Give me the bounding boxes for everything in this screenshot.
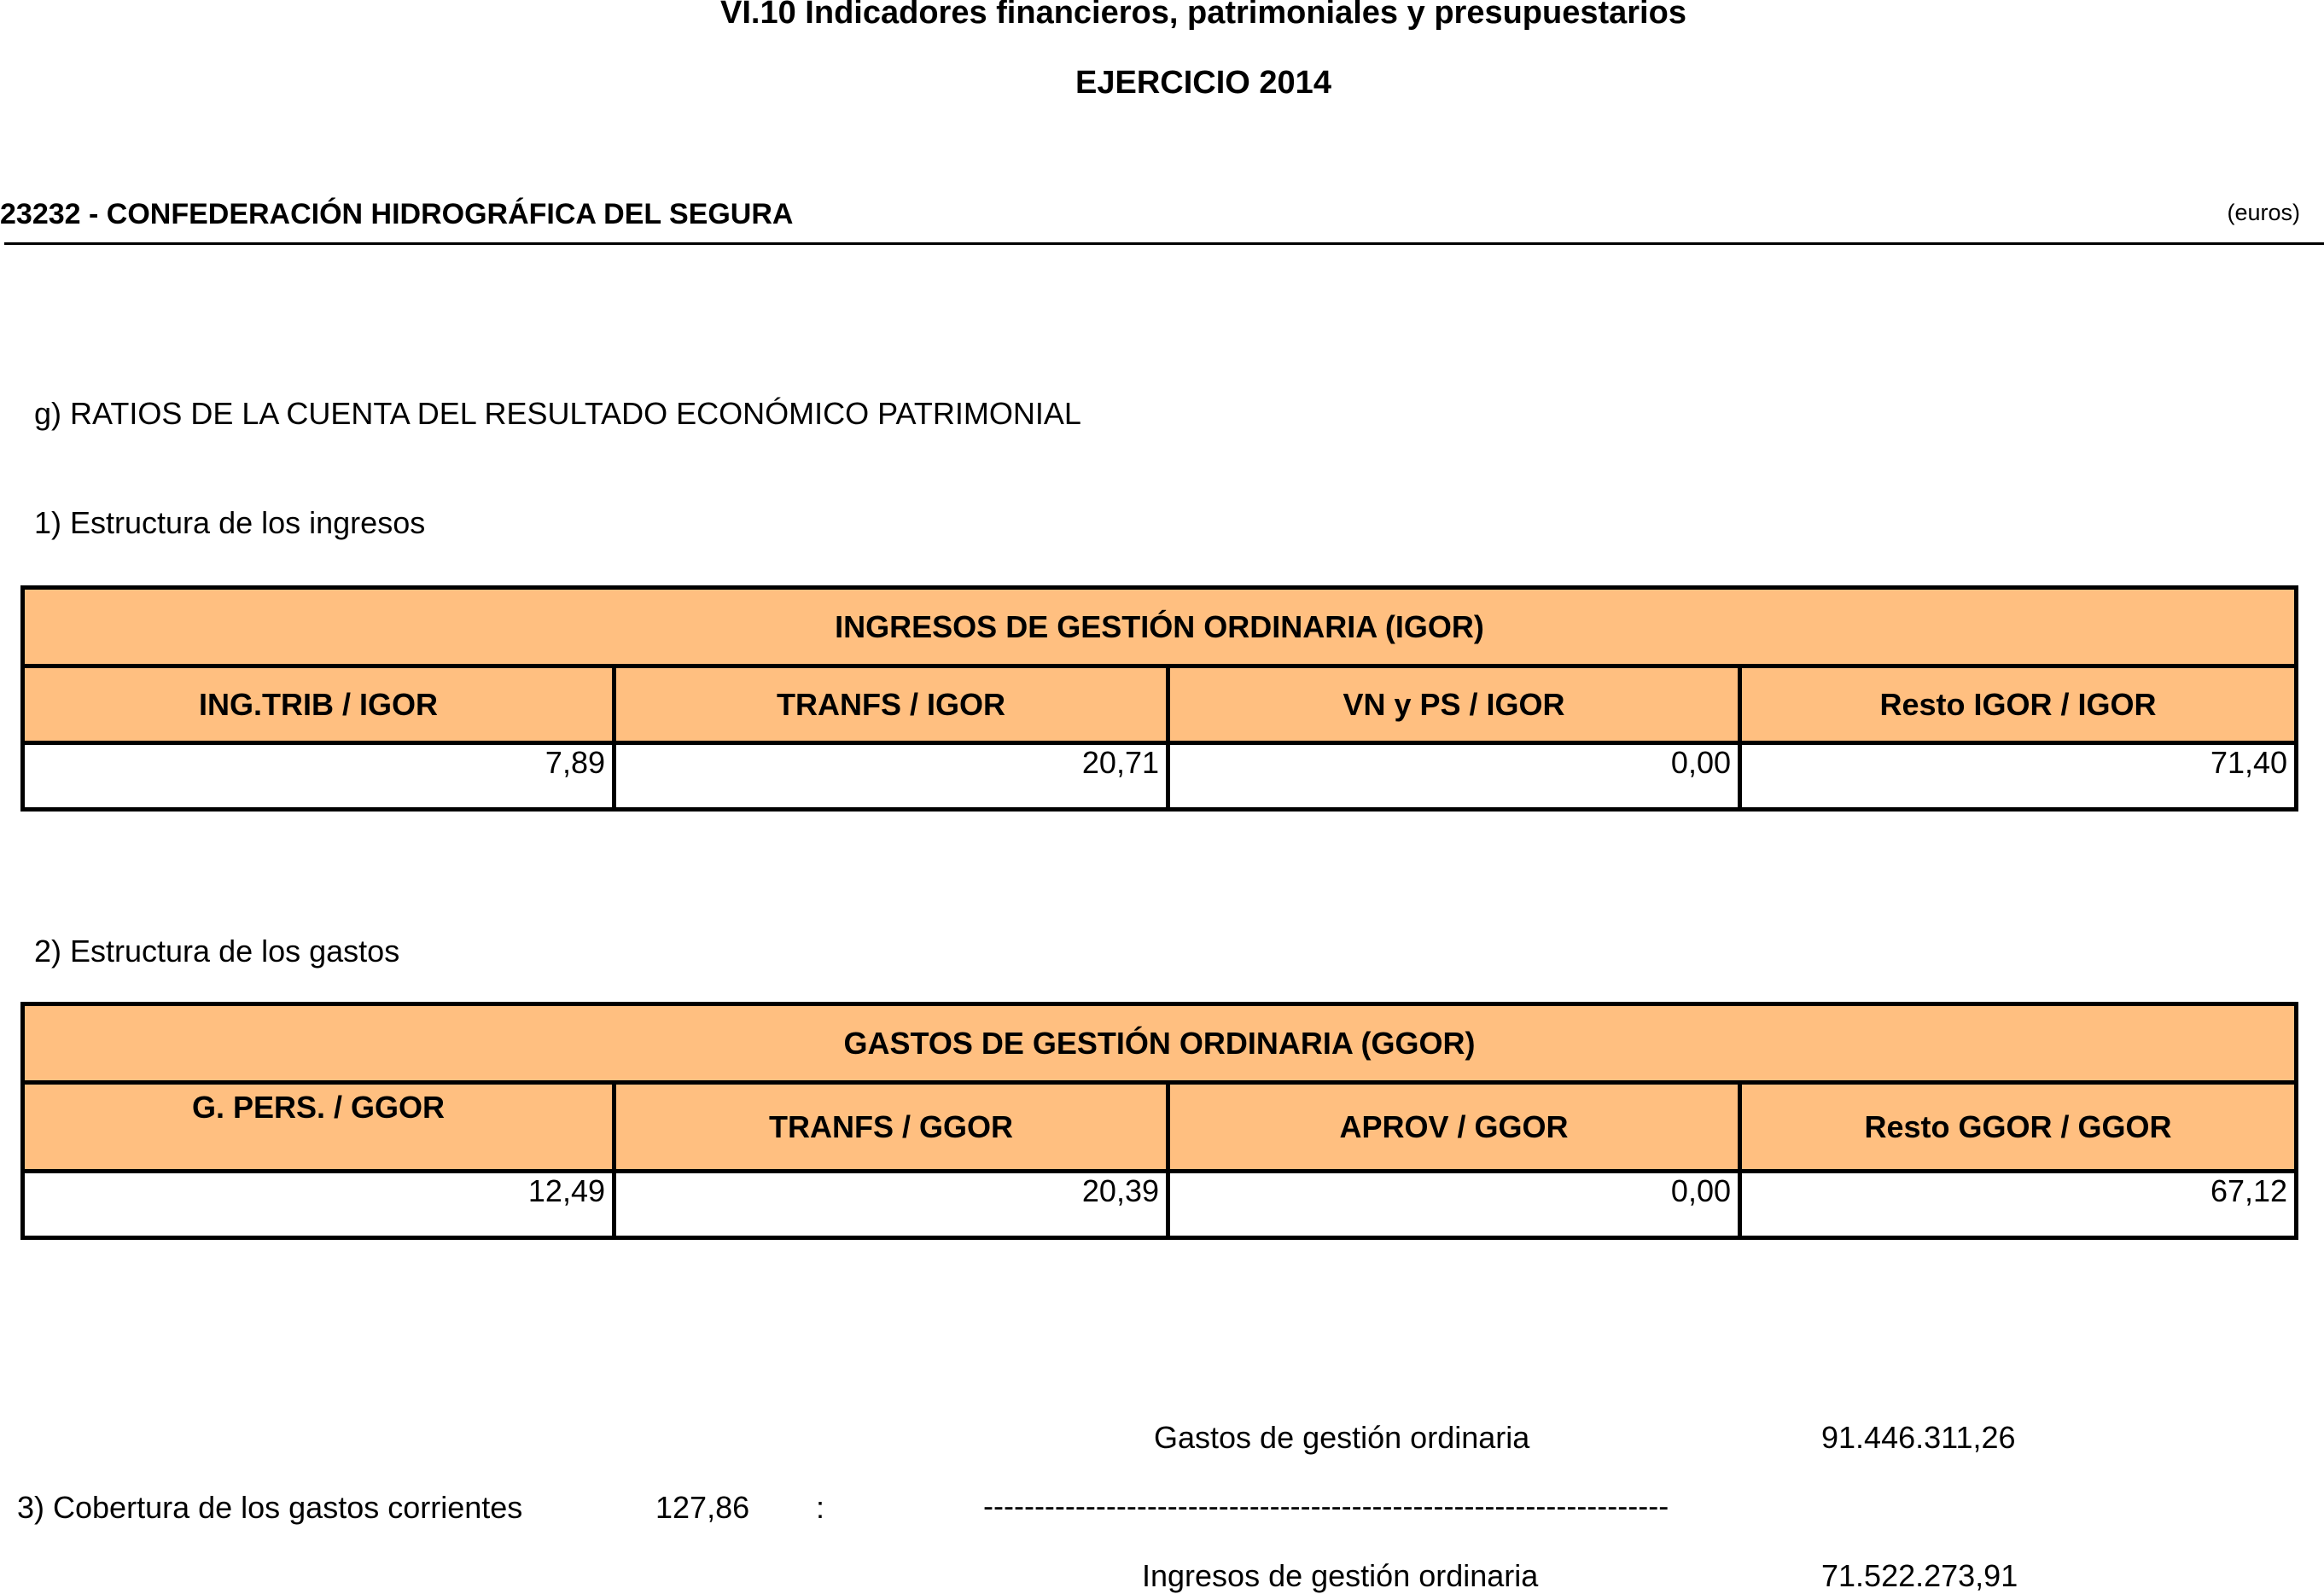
value-cell: 12,49: [23, 1172, 614, 1238]
cobertura-value: 127,86: [655, 1490, 750, 1525]
value-cell: 71,40: [1740, 743, 2297, 810]
cobertura-separator: :: [816, 1490, 825, 1525]
numerator-label: Gastos de gestión ordinaria: [1154, 1420, 1530, 1455]
entity-name: 23232 - CONFEDERACIÓN HIDROGRÁFICA DEL SEGURA: [0, 198, 794, 230]
gastos-heading: 2) Estructura de los gastos: [34, 934, 400, 969]
fraction-line: -------------------------------------------------------------------: [983, 1488, 1669, 1523]
column-header: VN y PS / IGOR: [1168, 666, 1740, 743]
column-header: Resto IGOR / IGOR: [1740, 666, 2297, 743]
ingresos-table-title: INGRESOS DE GESTIÓN ORDINARIA (IGOR): [23, 588, 2297, 666]
value-cell: 7,89: [23, 743, 614, 810]
column-header: G. PERS. / GGOR: [23, 1083, 614, 1172]
column-header: Resto GGOR / GGOR: [1740, 1083, 2297, 1172]
value-cell: 20,71: [614, 743, 1168, 810]
ingresos-table: [20, 585, 2298, 812]
denominator-value: 71.522.273,91: [1821, 1558, 2018, 1593]
units-label: (euros): [2227, 200, 2300, 225]
section-title: g) RATIOS DE LA CUENTA DEL RESULTADO ECONÓMICO PATRIMONIAL: [34, 396, 1081, 431]
value-cell: 0,00: [1168, 1172, 1740, 1238]
report-title: VI.10 Indicadores financieros, patrimoniales y presupuestarios: [720, 0, 1686, 31]
cobertura-label: 3) Cobertura de los gastos corrientes: [17, 1490, 523, 1525]
value-cell: 0,00: [1168, 743, 1740, 810]
gastos-table: [20, 1002, 2298, 1240]
gastos-table-title: GASTOS DE GESTIÓN ORDINARIA (GGOR): [23, 1004, 2297, 1083]
header-rule: [4, 242, 2324, 245]
column-header: TRANFS / GGOR: [614, 1083, 1168, 1172]
column-header: APROV / GGOR: [1168, 1083, 1740, 1172]
value-cell: 20,39: [614, 1172, 1168, 1238]
denominator-label: Ingresos de gestión ordinaria: [1142, 1558, 1539, 1593]
value-cell: 67,12: [1740, 1172, 2297, 1238]
column-header: TRANFS / IGOR: [614, 666, 1168, 743]
column-header: ING.TRIB / IGOR: [23, 666, 614, 743]
report-subtitle: EJERCICIO 2014: [1075, 65, 1331, 101]
ingresos-heading: 1) Estructura de los ingresos: [34, 505, 426, 540]
numerator-value: 91.446.311,26: [1821, 1420, 2016, 1455]
